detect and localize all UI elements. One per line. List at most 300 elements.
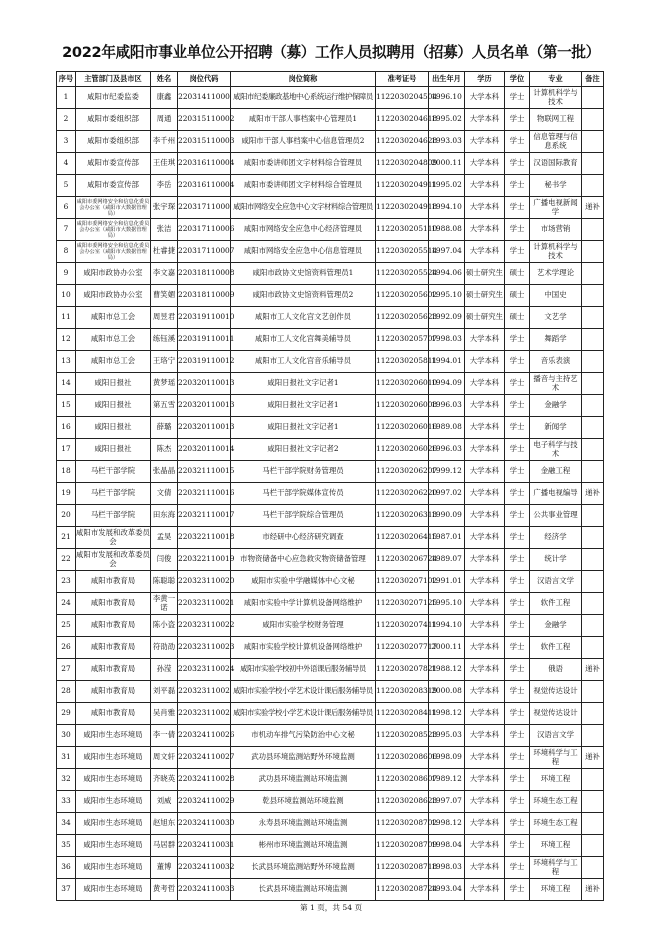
major-cell: 统计学: [530, 549, 582, 571]
post-code-cell: 220322110019: [178, 549, 231, 571]
post-title-cell: 咸阳市干部人事档案中心信息管理员2: [231, 131, 376, 153]
major-cell: 电子科学与技术: [530, 439, 582, 461]
education-cell: 大学本科: [465, 219, 505, 241]
row-index: 10: [57, 285, 76, 307]
post-title-cell: 咸阳市实验中学计算机设备网络维护: [231, 593, 376, 615]
major-cell: 计算机科学与技术: [530, 87, 582, 109]
row-index: 13: [57, 351, 76, 373]
exam-number-cell: 1122030208702: [376, 813, 429, 835]
degree-cell: 学士: [505, 549, 530, 571]
post-title-cell: 市物资储备中心应急救灾物资储备管理: [231, 549, 376, 571]
header-major: 专业: [530, 72, 582, 87]
name-cell: 周昱君: [151, 307, 178, 329]
header-education: 学历: [465, 72, 505, 87]
department-cell: 咸阳市生态环境局: [76, 813, 151, 835]
major-cell: 环境工程: [530, 769, 582, 791]
exam-number-cell: 1122030206313: [376, 505, 429, 527]
header-birth-date: 出生年月: [429, 72, 465, 87]
post-title-cell: 马栏干部学院综合管理员: [231, 505, 376, 527]
post-code-cell: 220321110016: [178, 483, 231, 505]
birth-date-cell: 1995.03: [429, 725, 465, 747]
post-title-cell: 咸阳市网络安全应急中心文字材料综合管理员: [231, 197, 376, 219]
birth-date-cell: 1989.07: [429, 549, 465, 571]
exam-number-cell: 1122030206010: [376, 373, 429, 395]
header-remarks: 备注: [582, 72, 604, 87]
department-cell: 咸阳市教育局: [76, 659, 151, 681]
row-index: 15: [57, 395, 76, 417]
exam-number-cell: 1122030206026: [376, 439, 429, 461]
table-row: [57, 813, 604, 835]
birth-date-cell: 1997.07: [429, 791, 465, 813]
exam-number-cell: 1122030208709: [376, 835, 429, 857]
header-name: 姓名: [151, 72, 178, 87]
department-cell: 咸阳日报社: [76, 439, 151, 461]
post-title-cell: 咸阳日报社文字记者2: [231, 439, 376, 461]
birth-date-cell: 1996.03: [429, 439, 465, 461]
education-cell: 大学本科: [465, 329, 505, 351]
degree-cell: 学士: [505, 725, 530, 747]
remarks-cell: [582, 527, 604, 549]
education-cell: 大学本科: [465, 109, 505, 131]
name-cell: 杜睿捷: [151, 241, 178, 263]
page-title: 2022年咸阳市事业单位公开招聘（募）工作人员拟聘用（招募）人员名单（第一批）: [62, 44, 600, 61]
row-index: 11: [57, 307, 76, 329]
major-cell: 信息管理与信息系统: [530, 131, 582, 153]
major-cell: 金融学: [530, 395, 582, 417]
name-cell: 李岳: [151, 175, 178, 197]
post-code-cell: 22031711000: [178, 197, 231, 219]
header-degree: 学位: [505, 72, 530, 87]
exam-number-cell: 1122030208623: [376, 791, 429, 813]
post-code-cell: 220322110018: [178, 527, 231, 549]
education-cell: 大学本科: [465, 505, 505, 527]
major-cell: 秘书学: [530, 175, 582, 197]
birth-date-cell: 1993.04: [429, 879, 465, 901]
post-code-cell: 220315110003: [178, 131, 231, 153]
major-cell: 环境生态工程: [530, 791, 582, 813]
table-row: [57, 175, 604, 197]
row-index: 4: [57, 153, 76, 175]
exam-number-cell: 1122030208606: [376, 747, 429, 769]
table-row: [57, 197, 604, 219]
post-title-cell: 咸阳市实验中学融媒体中心文秘: [231, 571, 376, 593]
major-cell: 环境工程: [530, 835, 582, 857]
major-cell: 视觉传达设计: [530, 703, 582, 725]
post-code-cell: 220323110022: [178, 615, 231, 637]
department-cell: 咸阳市政协办公室: [76, 263, 151, 285]
exam-number-cell: 1122030206415: [376, 527, 429, 549]
degree-cell: 学士: [505, 747, 530, 769]
table-body: [57, 87, 604, 901]
post-title-cell: 咸阳市实验学校小学艺术设计课后服务辅导员: [231, 681, 376, 703]
row-index: 2: [57, 109, 76, 131]
header-department: 主管部门及县市区: [76, 72, 151, 87]
remarks-cell: [582, 549, 604, 571]
name-cell: 孟昊: [151, 527, 178, 549]
table-row: [57, 395, 604, 417]
education-cell: 大学本科: [465, 681, 505, 703]
birth-date-cell: 1998.03: [429, 329, 465, 351]
education-cell: 大学本科: [465, 769, 505, 791]
education-cell: 硕士研究生: [465, 307, 505, 329]
row-index: 28: [57, 681, 76, 703]
remarks-cell: [582, 153, 604, 175]
post-code-cell: 220323110024: [178, 659, 231, 681]
major-cell: 环境工程: [530, 879, 582, 901]
major-cell: 软件工程: [530, 593, 582, 615]
degree-cell: 学士: [505, 219, 530, 241]
department-cell: 马栏干部学院: [76, 461, 151, 483]
major-cell: 汉语言文学: [530, 571, 582, 593]
post-title-cell: 咸阳市委讲师团文字材料综合管理员: [231, 153, 376, 175]
post-title-cell: 市经研中心经济研究调查: [231, 527, 376, 549]
degree-cell: 学士: [505, 109, 530, 131]
education-cell: 大学本科: [465, 879, 505, 901]
birth-date-cell: 1994.06: [429, 263, 465, 285]
degree-cell: 学士: [505, 835, 530, 857]
birth-date-cell: 1988.08: [429, 219, 465, 241]
birth-date-cell: 1992.09: [429, 307, 465, 329]
birth-date-cell: 1988.12: [429, 659, 465, 681]
remarks-cell: [582, 835, 604, 857]
birth-date-cell: 1994.01: [429, 351, 465, 373]
birth-date-cell: 1999.12: [429, 461, 465, 483]
row-index: 37: [57, 879, 76, 901]
row-index: 18: [57, 461, 76, 483]
table-row: [57, 659, 604, 681]
name-cell: 文倩: [151, 483, 178, 505]
education-cell: 大学本科: [465, 571, 505, 593]
exam-number-cell: 1122030205602: [376, 285, 429, 307]
post-code-cell: 220319110010: [178, 307, 231, 329]
remarks-cell: [582, 263, 604, 285]
exam-number-cell: 1122030207717: [376, 637, 429, 659]
education-cell: 大学本科: [465, 351, 505, 373]
exam-number-cell: 1122030208523: [376, 725, 429, 747]
birth-date-cell: 1996.10: [429, 87, 465, 109]
name-cell: 闫俊: [151, 549, 178, 571]
degree-cell: 学士: [505, 417, 530, 439]
post-code-cell: 220324110026: [178, 725, 231, 747]
table-row: [57, 769, 604, 791]
remarks-cell: [582, 769, 604, 791]
table-row: [57, 461, 604, 483]
row-index: 9: [57, 263, 76, 285]
table-row: [57, 725, 604, 747]
remarks-cell: [582, 505, 604, 527]
post-code-cell: 220321110017: [178, 505, 231, 527]
department-cell: 咸阳市发展和改革委员会: [76, 527, 151, 549]
major-cell: 金融学: [530, 615, 582, 637]
degree-cell: 学士: [505, 593, 530, 615]
remarks-cell: 递补: [582, 659, 604, 681]
name-cell: 刘威: [151, 791, 178, 813]
degree-cell: 学士: [505, 483, 530, 505]
major-cell: 广播电视新闻学: [530, 197, 582, 219]
major-cell: 经济学: [530, 527, 582, 549]
degree-cell: 学士: [505, 153, 530, 175]
department-cell: 咸阳市委网络安全和信息化委员会办公室（咸阳市大数据管理局）: [76, 220, 150, 239]
department-cell: 咸阳市委宣传部: [76, 153, 151, 175]
post-code-cell: 220324110029: [178, 791, 231, 813]
post-title-cell: 永寿县环境监测站环境监测: [231, 813, 376, 835]
exam-number-cell: 1122030208319: [376, 681, 429, 703]
name-cell: 张晶晶: [151, 461, 178, 483]
post-title-cell: 咸阳市工人文化宫舞美辅导员: [231, 329, 376, 351]
post-code-cell: 22032311002: [178, 681, 231, 703]
row-index: 29: [57, 703, 76, 725]
name-cell: 赵旭东: [151, 813, 178, 835]
major-cell: 物联网工程: [530, 109, 582, 131]
department-cell: 咸阳市教育局: [76, 637, 151, 659]
department-cell: 咸阳市教育局: [76, 703, 151, 725]
post-title-cell: 咸阳市实验学校财务管理: [231, 615, 376, 637]
name-cell: 刘平磊: [151, 681, 178, 703]
department-cell: 咸阳市生态环境局: [76, 747, 151, 769]
degree-cell: 学士: [505, 197, 530, 219]
table-row: [57, 681, 604, 703]
department-cell: 咸阳市教育局: [76, 615, 151, 637]
name-cell: 练钰溪: [151, 329, 178, 351]
department-cell: 咸阳日报社: [76, 373, 151, 395]
name-cell: 周文轩: [151, 747, 178, 769]
degree-cell: 学士: [505, 681, 530, 703]
education-cell: 大学本科: [465, 791, 505, 813]
degree-cell: 学士: [505, 637, 530, 659]
birth-date-cell: 1994.10: [429, 615, 465, 637]
post-code-cell: 22031411000: [178, 87, 231, 109]
degree-cell: 学士: [505, 615, 530, 637]
education-cell: 大学本科: [465, 747, 505, 769]
remarks-cell: [582, 351, 604, 373]
table-row: [57, 637, 604, 659]
table-row: [57, 505, 604, 527]
post-code-cell: 220315110002: [178, 109, 231, 131]
name-cell: 黄梦瑶: [151, 373, 178, 395]
department-cell: 马栏干部学院: [76, 483, 151, 505]
department-cell: 咸阳日报社: [76, 395, 151, 417]
table-row: [57, 571, 604, 593]
education-cell: 大学本科: [465, 725, 505, 747]
name-cell: 王佳琪: [151, 153, 178, 175]
post-code-cell: 220318110008: [178, 263, 231, 285]
department-cell: 咸阳市教育局: [76, 571, 151, 593]
exam-number-cell: 1122030208607: [376, 769, 429, 791]
birth-date-cell: 1998.04: [429, 835, 465, 857]
education-cell: 大学本科: [465, 153, 505, 175]
education-cell: 大学本科: [465, 87, 505, 109]
table-row: [57, 351, 604, 373]
department-cell: 马栏干部学院: [76, 505, 151, 527]
birth-date-cell: 1989.08: [429, 417, 465, 439]
major-cell: 广播电视编导: [530, 483, 582, 505]
table-row: [57, 87, 604, 109]
name-cell: 吴肖雅: [151, 703, 178, 725]
degree-cell: 学士: [505, 241, 530, 263]
table-row: [57, 109, 604, 131]
name-cell: 黄考哲: [151, 879, 178, 901]
post-code-cell: 220324110027: [178, 747, 231, 769]
education-cell: 大学本科: [465, 703, 505, 725]
degree-cell: 学士: [505, 373, 530, 395]
remarks-cell: [582, 615, 604, 637]
department-cell: 咸阳市生态环境局: [76, 791, 151, 813]
remarks-cell: 递补: [582, 483, 604, 505]
table-row: [57, 791, 604, 813]
remarks-cell: [582, 813, 604, 835]
post-title-cell: 咸阳日报社文字记者1: [231, 417, 376, 439]
post-code-cell: 220320110014: [178, 439, 231, 461]
post-code-cell: 220320110013: [178, 417, 231, 439]
name-cell: 薛璐: [151, 417, 178, 439]
name-cell: 陈小盗: [151, 615, 178, 637]
department-cell: 咸阳市纪委监委: [76, 87, 151, 109]
major-cell: 汉语言文学: [530, 725, 582, 747]
remarks-cell: [582, 571, 604, 593]
post-title-cell: 彬州市环境监测站环境监测: [231, 835, 376, 857]
degree-cell: 学士: [505, 175, 530, 197]
department-cell: 咸阳市发展和改革委员会: [76, 549, 151, 571]
birth-date-cell: 1996.03: [429, 395, 465, 417]
row-index: 31: [57, 747, 76, 769]
post-title-cell: 马栏干部学院媒体宣传员: [231, 483, 376, 505]
education-cell: 大学本科: [465, 461, 505, 483]
degree-cell: 学士: [505, 769, 530, 791]
post-code-cell: 220319110011: [178, 329, 231, 351]
remarks-cell: [582, 395, 604, 417]
row-index: 26: [57, 637, 76, 659]
major-cell: 俄语: [530, 659, 582, 681]
table-row: [57, 285, 604, 307]
post-title-cell: 咸阳市网络安全应急中心经济管理员: [231, 219, 376, 241]
education-cell: 大学本科: [465, 527, 505, 549]
remarks-cell: [582, 109, 604, 131]
degree-cell: 硕士: [505, 285, 530, 307]
exam-number-cell: 1122030208718: [376, 857, 429, 879]
table-row: [57, 307, 604, 329]
degree-cell: 学士: [505, 131, 530, 153]
exam-number-cell: 1122030205623: [376, 307, 429, 329]
row-index: 20: [57, 505, 76, 527]
degree-cell: 学士: [505, 329, 530, 351]
major-cell: 新闻学: [530, 417, 582, 439]
name-cell: 陈杰: [151, 439, 178, 461]
department-cell: 咸阳市总工会: [76, 351, 151, 373]
table-row: [57, 703, 604, 725]
degree-cell: 学士: [505, 813, 530, 835]
header-post-code: 岗位代码: [178, 72, 231, 87]
header-post-title: 岗位简称: [231, 72, 376, 87]
birth-date-cell: 2000.11: [429, 153, 465, 175]
birth-date-cell: 1998.09: [429, 747, 465, 769]
degree-cell: 硕士: [505, 307, 530, 329]
degree-cell: 学士: [505, 351, 530, 373]
table-row: [57, 263, 604, 285]
remarks-cell: [582, 681, 604, 703]
department-cell: 咸阳市总工会: [76, 329, 151, 351]
row-index: 8: [57, 241, 76, 263]
education-cell: 大学本科: [465, 659, 505, 681]
exam-number-cell: 1122030204809: [376, 153, 429, 175]
post-code-cell: 220316110004: [178, 175, 231, 197]
name-cell: 李千州: [151, 131, 178, 153]
education-cell: 大学本科: [465, 439, 505, 461]
row-index: 19: [57, 483, 76, 505]
post-title-cell: 长武县环境监测站野外环境监测: [231, 857, 376, 879]
remarks-cell: [582, 725, 604, 747]
degree-cell: 学士: [505, 395, 530, 417]
exam-number-cell: 1122030205110: [376, 219, 429, 241]
education-cell: 大学本科: [465, 593, 505, 615]
remarks-cell: [582, 329, 604, 351]
name-cell: 李黄一诺: [151, 593, 178, 615]
exam-number-cell: 1122030207102: [376, 571, 429, 593]
table-row: [57, 527, 604, 549]
post-code-cell: 220320110013: [178, 395, 231, 417]
remarks-cell: [582, 461, 604, 483]
birth-date-cell: 2000.08: [429, 681, 465, 703]
degree-cell: 学士: [505, 505, 530, 527]
remarks-cell: [582, 439, 604, 461]
birth-date-cell: 1987.01: [429, 527, 465, 549]
post-code-cell: 22032311002: [178, 703, 231, 725]
row-index: 1: [57, 87, 76, 109]
degree-cell: 学士: [505, 857, 530, 879]
birth-date-cell: 1990.09: [429, 505, 465, 527]
table-row: [57, 857, 604, 879]
name-cell: 周通: [151, 109, 178, 131]
post-code-cell: 220320110013: [178, 373, 231, 395]
row-index: 23: [57, 571, 76, 593]
exam-number-cell: 1122030207411: [376, 615, 429, 637]
education-cell: 大学本科: [465, 395, 505, 417]
table-row: [57, 417, 604, 439]
row-index: 33: [57, 791, 76, 813]
department-cell: 咸阳市生态环境局: [76, 769, 151, 791]
education-cell: 大学本科: [465, 857, 505, 879]
post-title-cell: 马栏干部学院财务管理员: [231, 461, 376, 483]
department-cell: 咸阳市教育局: [76, 681, 151, 703]
education-cell: 硕士研究生: [465, 285, 505, 307]
degree-cell: 学士: [505, 439, 530, 461]
table-row: [57, 549, 604, 571]
department-cell: 咸阳日报社: [76, 417, 151, 439]
major-cell: 计算机科学与技术: [530, 241, 582, 263]
major-cell: 汉语国际教育: [530, 153, 582, 175]
birth-date-cell: 1998.03: [429, 857, 465, 879]
row-index: 21: [57, 527, 76, 549]
degree-cell: 学士: [505, 791, 530, 813]
remarks-cell: [582, 703, 604, 725]
post-code-cell: 220323110020: [178, 571, 231, 593]
name-cell: 第五雪: [151, 395, 178, 417]
table-row: [57, 615, 604, 637]
birth-date-cell: 1998.12: [429, 813, 465, 835]
exam-number-cell: 1122030207125: [376, 593, 429, 615]
exam-number-cell: 1122030206016: [376, 417, 429, 439]
page-footer: 第 1 页，共 54 页: [299, 903, 363, 912]
department-cell: 咸阳市生态环境局: [76, 857, 151, 879]
exam-number-cell: 1122030205524: [376, 263, 429, 285]
post-title-cell: 咸阳市委讲师团文字材料综合管理员: [231, 175, 376, 197]
degree-cell: 学士: [505, 659, 530, 681]
birth-date-cell: 1989.12: [429, 769, 465, 791]
remarks-cell: [582, 593, 604, 615]
post-code-cell: 220324110028: [178, 769, 231, 791]
major-cell: 公共事业管理: [530, 505, 582, 527]
post-title-cell: 咸阳市实验学校初中外语课后服务辅导员: [231, 659, 376, 681]
education-cell: 大学本科: [465, 241, 505, 263]
